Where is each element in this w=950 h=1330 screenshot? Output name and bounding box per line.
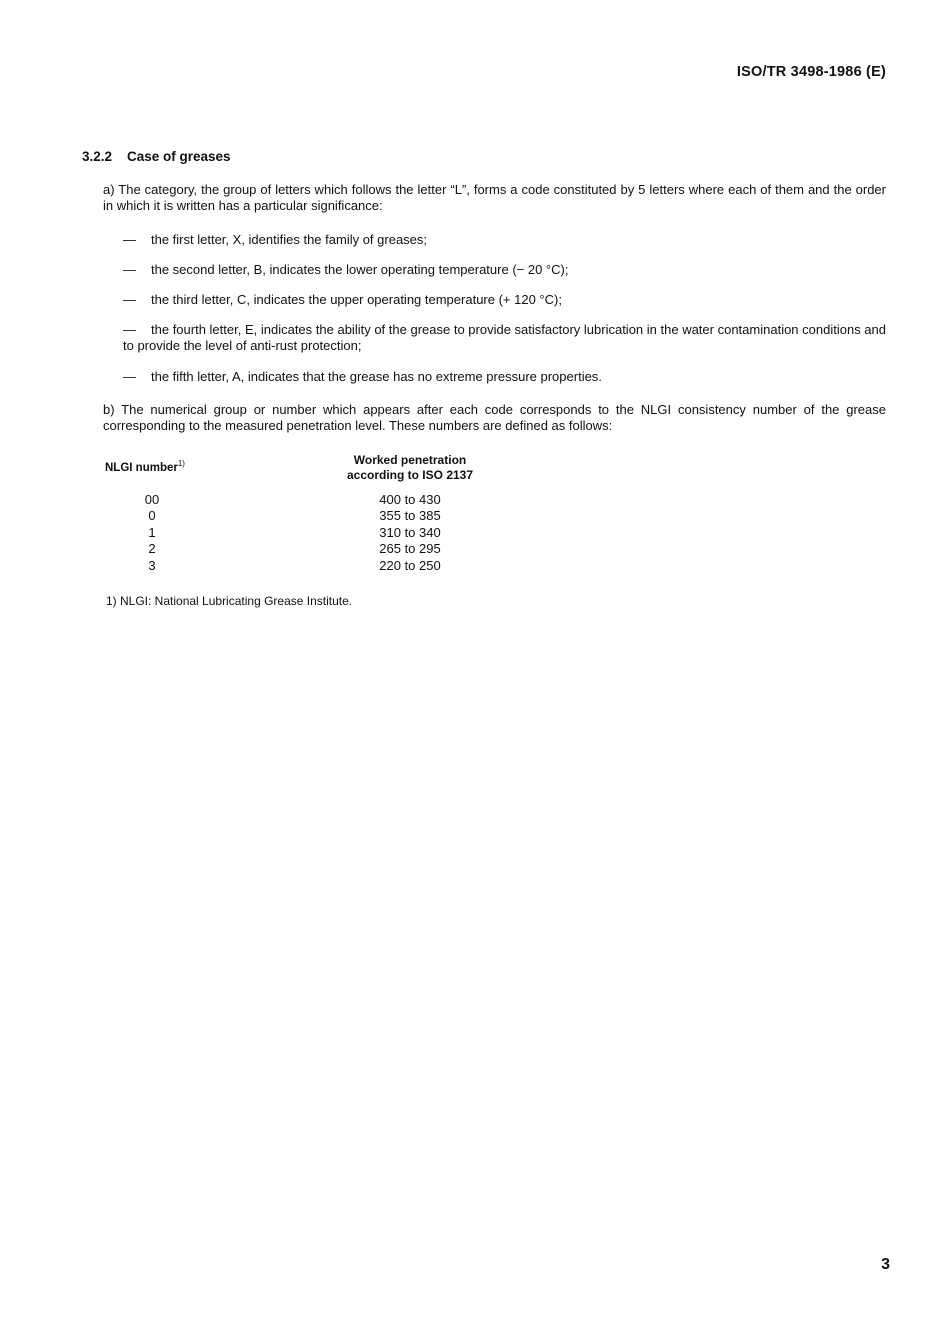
list-item-text: the fifth letter, A, indicates that the grease has no extreme pressure properties. bbox=[151, 369, 602, 384]
table-cell-nlgi: 0 bbox=[148, 508, 156, 523]
list-dash: — bbox=[123, 322, 136, 337]
page-number: 3 bbox=[881, 1256, 890, 1273]
footnote-ref: 1) bbox=[177, 459, 185, 468]
list-dash: — bbox=[123, 232, 136, 247]
section-title: Case of greases bbox=[127, 149, 231, 164]
table-cell-nlgi: 1 bbox=[148, 525, 156, 540]
list-item-text: the fourth letter, E, indicates the ability of the grease to provide satisfactory lubrication in the water contamination conditions and to provide the level of anti-rust protection; bbox=[123, 322, 886, 353]
list-item-text: the first letter, X, identifies the family of greases; bbox=[151, 232, 428, 247]
list-item bbox=[123, 369, 886, 385]
list-item bbox=[123, 232, 886, 248]
table-cell-penetration: 355 to 385 bbox=[379, 508, 441, 523]
table-cell-nlgi: 2 bbox=[148, 541, 156, 556]
table-header-nlgi-text: NLGI number bbox=[105, 462, 178, 474]
paragraph-b: b) The numerical group or number which appears after each code corresponds to the NLGI consistency number of the grease corresponding to the measured penetration level. These numbers are defined as follows: bbox=[103, 402, 886, 433]
table-cell-nlgi: 3 bbox=[148, 558, 156, 573]
table-cell-penetration: 400 to 430 bbox=[379, 492, 441, 507]
document-id: ISO/TR 3498-1986 (E) bbox=[736, 64, 886, 80]
list-item bbox=[123, 292, 886, 308]
table-header-penetration-line1: Worked penetration bbox=[353, 453, 467, 467]
section-number: 3.2.2 bbox=[82, 149, 113, 164]
section-heading bbox=[82, 149, 231, 165]
table-cell-penetration: 265 to 295 bbox=[379, 541, 441, 556]
list-item-text: the second letter, B, indicates the lower operating temperature (− 20 °C); bbox=[151, 262, 569, 277]
table-header-penetration bbox=[335, 453, 485, 483]
list-dash: — bbox=[123, 262, 136, 277]
list-dash: — bbox=[123, 369, 136, 384]
paragraph-a: a) The category, the group of letters which follows the letter “L”, forms a code constituted by 5 letters where each of them and the order in which it is written has a particular significance: bbox=[103, 182, 886, 213]
list-dash: — bbox=[123, 292, 136, 307]
list-item bbox=[123, 262, 886, 278]
table-header-penetration-line2: according to ISO 2137 bbox=[346, 468, 474, 482]
table-cell-penetration: 310 to 340 bbox=[379, 525, 441, 540]
footnote: 1) NLGI: National Lubricating Grease Institute. bbox=[106, 594, 353, 608]
table-cell-penetration: 220 to 250 bbox=[379, 558, 441, 573]
table-cell-nlgi: 00 bbox=[144, 492, 160, 507]
list-item bbox=[123, 322, 886, 354]
list-item-text: the third letter, C, indicates the upper operating temperature (+ 120 °C); bbox=[151, 292, 562, 307]
table-header-nlgi bbox=[105, 460, 185, 476]
